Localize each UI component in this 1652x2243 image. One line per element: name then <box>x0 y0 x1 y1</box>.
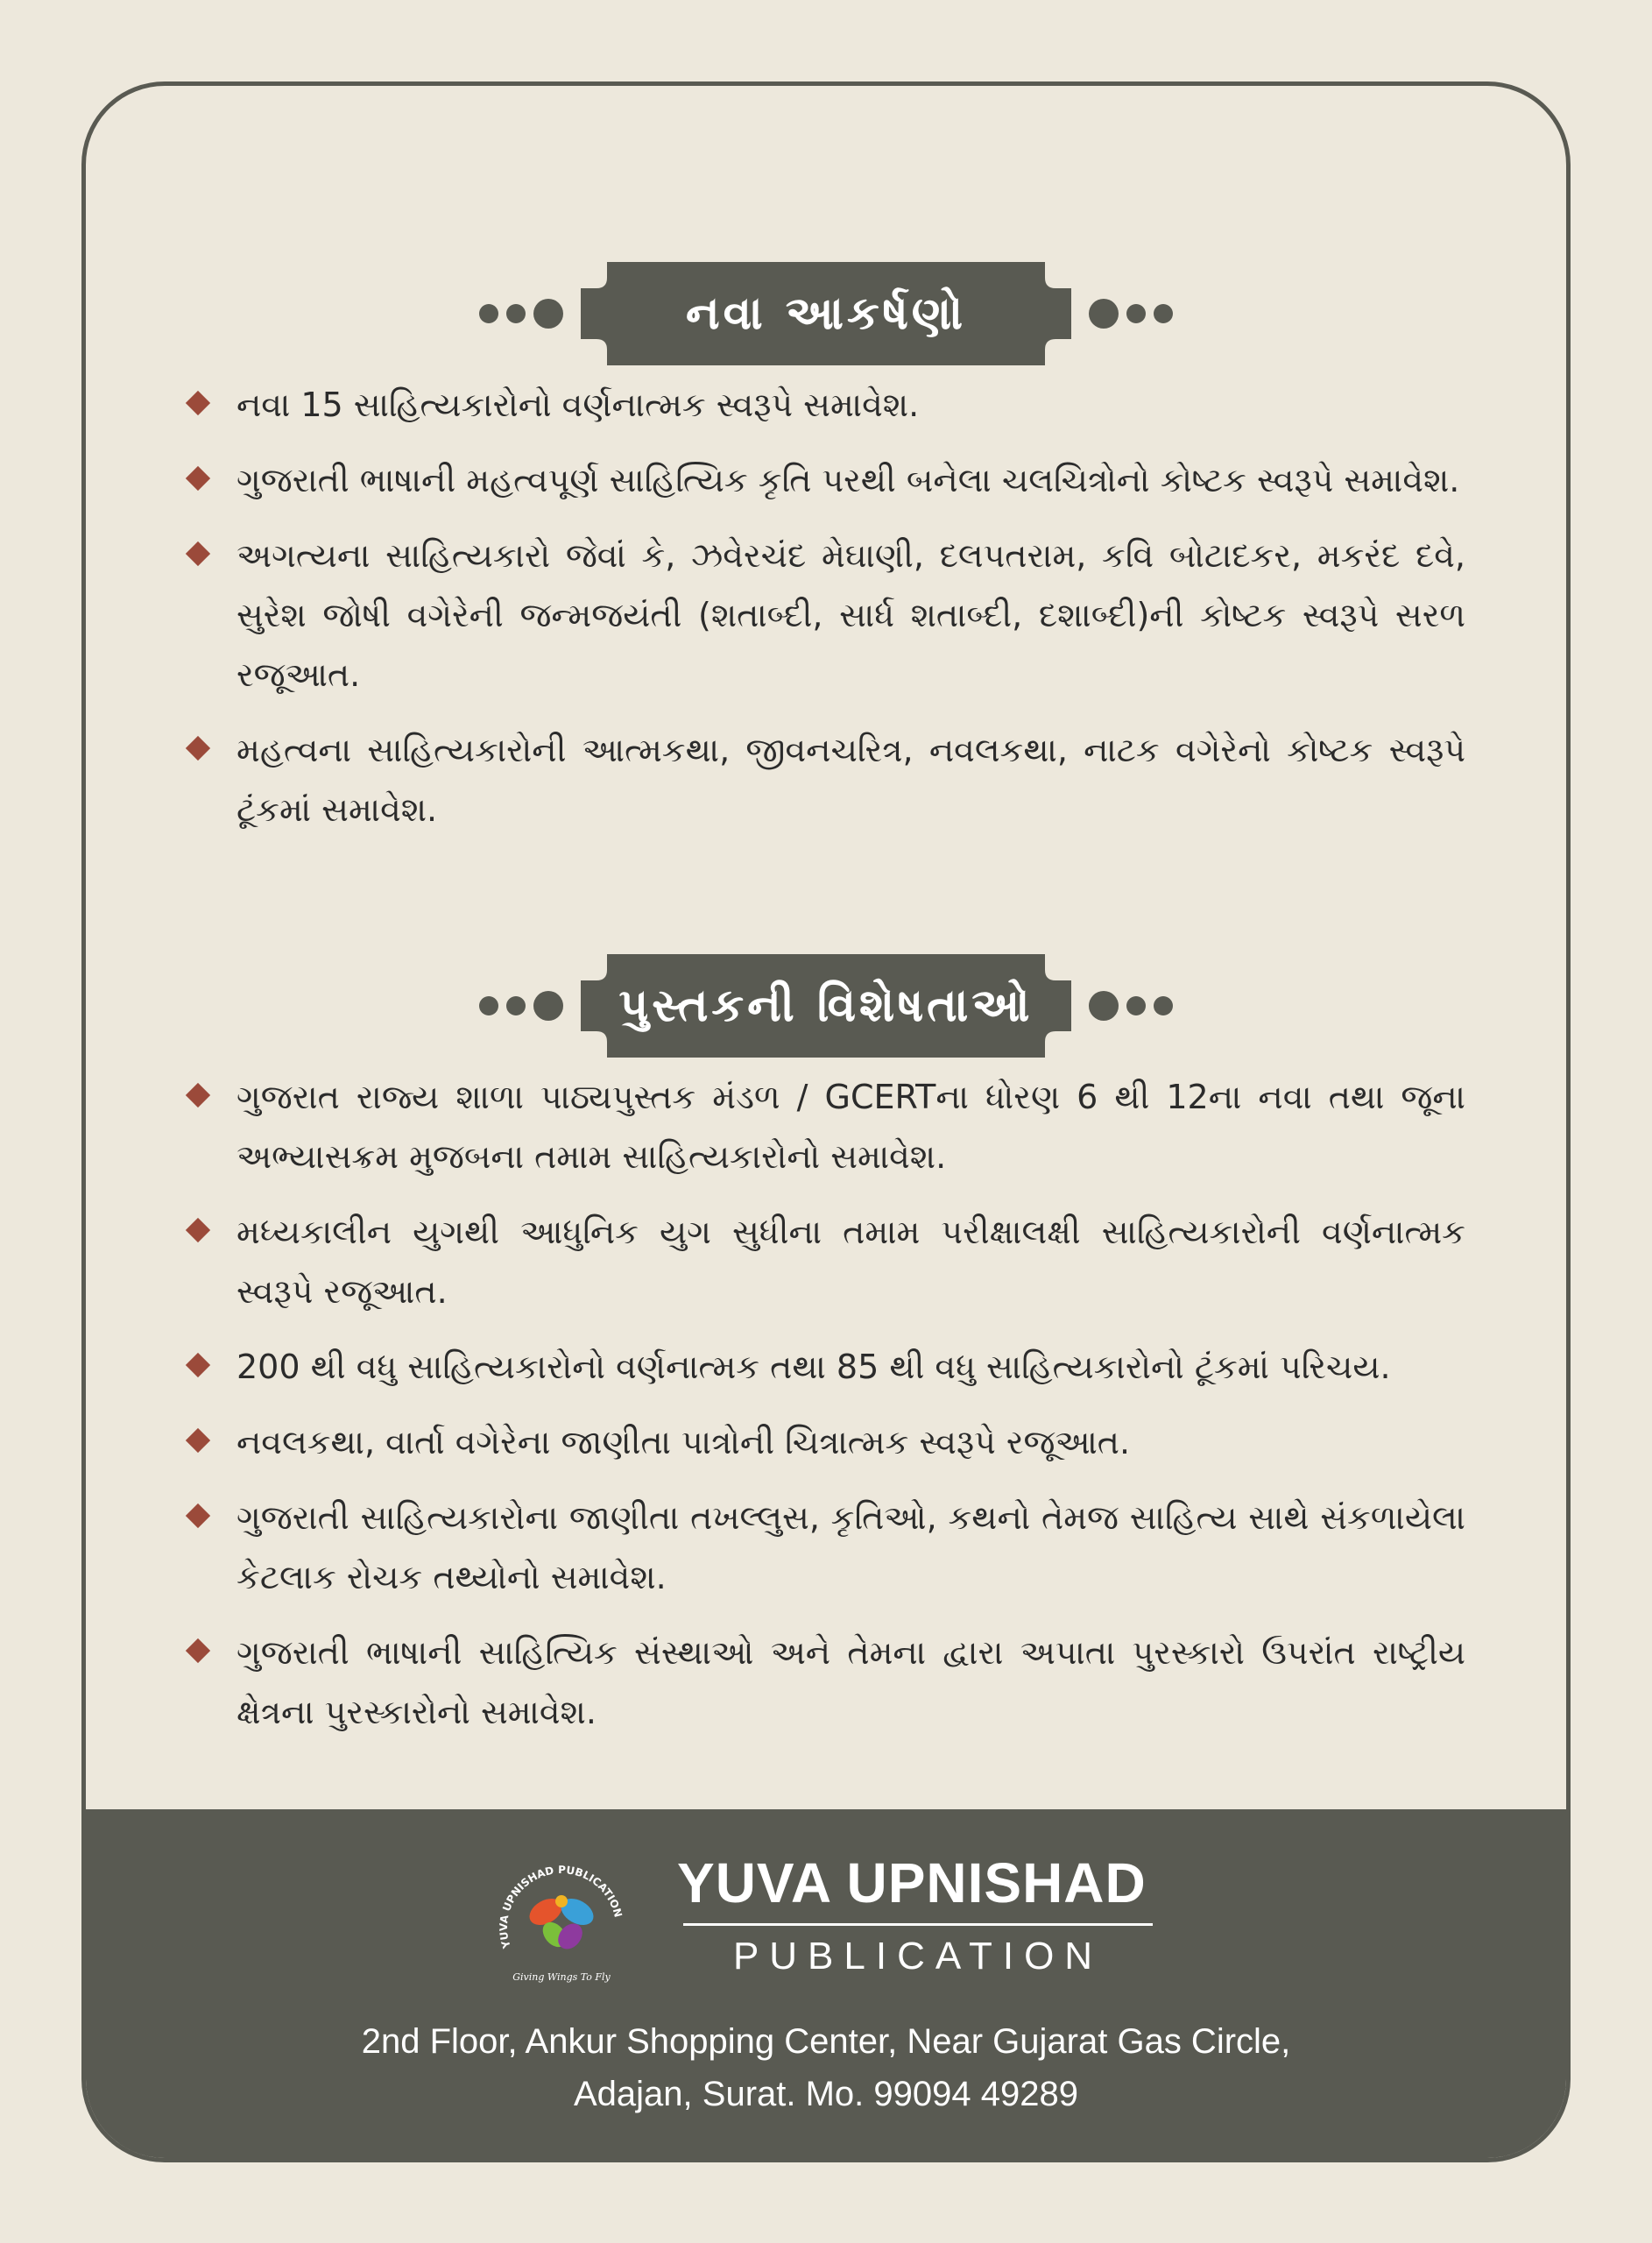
publisher-logo-icon <box>491 1849 632 1989</box>
diamond-bullet-icon <box>186 1353 210 1377</box>
diamond-bullet-icon <box>186 541 210 566</box>
list-item: નવા 15 સાહિત્યકારોનો વર્ણનાત્મક સ્વરૂપે સમાવેશ. <box>182 375 1465 435</box>
title-banner <box>581 262 1071 365</box>
address-line-2: Adajan, Surat. Mo. 99094 49289 <box>574 2075 1078 2113</box>
book-features-list <box>182 1067 1465 1758</box>
svg-text:YUVA UPNISHAD PUBLICATION: YUVA UPNISHAD PUBLICATION <box>497 1864 625 1950</box>
publisher-footer <box>86 1809 1566 2162</box>
section-header-book-features <box>86 953 1566 1058</box>
section-title: નવા આકર્ષણો <box>685 287 967 340</box>
list-item: ગુજરાતી ભાષાની મહત્વપૂર્ણ સાહિત્યિક કૃતિ પરથી બનેલા ચલચિત્રોનો કોષ્ટક સ્વરૂપે સમાવેશ. <box>182 450 1465 510</box>
diamond-bullet-icon <box>186 1218 210 1242</box>
address-line-1: 2nd Floor, Ankur Shopping Center, Near Gujarat Gas Circle, <box>361 2022 1291 2061</box>
diamond-bullet-icon <box>186 1638 210 1663</box>
right-dots-ornament <box>1089 299 1173 329</box>
diamond-bullet-icon <box>186 1083 210 1107</box>
list-item: અગત્યના સાહિત્યકારો જેવાં કે, ઝવેરચંદ મેઘાણી, દલપતરામ, કવિ બોટાદકર, મકરંદ દવે, સુરેશ જોષી વગેરેની જન્મજયંતી (શતાબ્દી, સાર્ધ શતાબ્દી, દશાબ્દી)ની કોષ્ટક સ્વરૂપે સરળ રજૂઆત. <box>182 526 1465 704</box>
brand-subtitle: PUBLICATION <box>732 1935 1104 1978</box>
section-header-new-attractions <box>86 261 1566 366</box>
left-dots-ornament <box>479 991 563 1021</box>
list-item: ગુજરાતી ભાષાની સાહિત્યિક સંસ્થાઓ અને તેમના દ્વારા અપાતા પુરસ્કારો ઉપરાંત રાષ્ટ્રીય ક્ષેત્રના પુરસ્કારોનો સમાવેશ. <box>182 1623 1465 1742</box>
diamond-bullet-icon <box>186 466 210 491</box>
svg-text:Giving Wings To Fly: Giving Wings To Fly <box>512 1971 611 1983</box>
title-banner <box>581 954 1071 1058</box>
flyer-card <box>81 81 1571 2162</box>
diamond-bullet-icon <box>186 1504 210 1528</box>
diamond-bullet-icon <box>186 391 210 415</box>
brand-name: YUVA UPNISHAD <box>677 1851 1147 1914</box>
section-title: પુસ્તકની વિશેષતાઓ <box>618 979 1034 1032</box>
list-item: મહત્વના સાહિત્યકારોની આત્મકથા, જીવનચરિત્ર, નવલકથા, નાટક વગેરેનો કોષ્ટક સ્વરૂપે ટૂંકમાં સમાવેશ. <box>182 720 1465 839</box>
list-item: મધ્યકાલીન યુગથી આધુનિક યુગ સુધીના તમામ પરીક્ષાલક્ષી સાહિત્યકારોની વર્ણનાત્મક સ્વરૂપે રજૂઆત. <box>182 1202 1465 1321</box>
list-item: ગુજરાત રાજ્ય શાળા પાઠ્યપુસ્તક મંડળ / GCERTના ધોરણ 6 થી 12ના નવા તથા જૂના અભ્યાસક્રમ મુજબના તમામ સાહિત્યકારોનો સમાવેશ. <box>182 1067 1465 1186</box>
brand-divider <box>683 1923 1153 1926</box>
address-block <box>86 2015 1566 2120</box>
list-item: ગુજરાતી સાહિત્યકારોના જાણીતા તખલ્લુસ, કૃતિઓ, કથનો તેમજ સાહિત્ય સાથે સંકળાયેલા કેટલાક રોચક તથ્યોનો સમાવેશ. <box>182 1488 1465 1607</box>
new-attractions-list <box>182 375 1465 855</box>
list-item: નવલકથા, વાર્તા વગેરેના જાણીતા પાત્રોની ચિત્રાત્મક સ્વરૂપે રજૂઆત. <box>182 1412 1465 1472</box>
diamond-bullet-icon <box>186 736 210 761</box>
left-dots-ornament <box>479 299 563 329</box>
diamond-bullet-icon <box>186 1428 210 1453</box>
list-item: 200 થી વધુ સાહિત્યકારોનો વર્ણનાત્મક તથા 85 થી વધુ સાહિત્યકારોનો ટૂંકમાં પરિચય. <box>182 1337 1465 1397</box>
right-dots-ornament <box>1089 991 1173 1021</box>
